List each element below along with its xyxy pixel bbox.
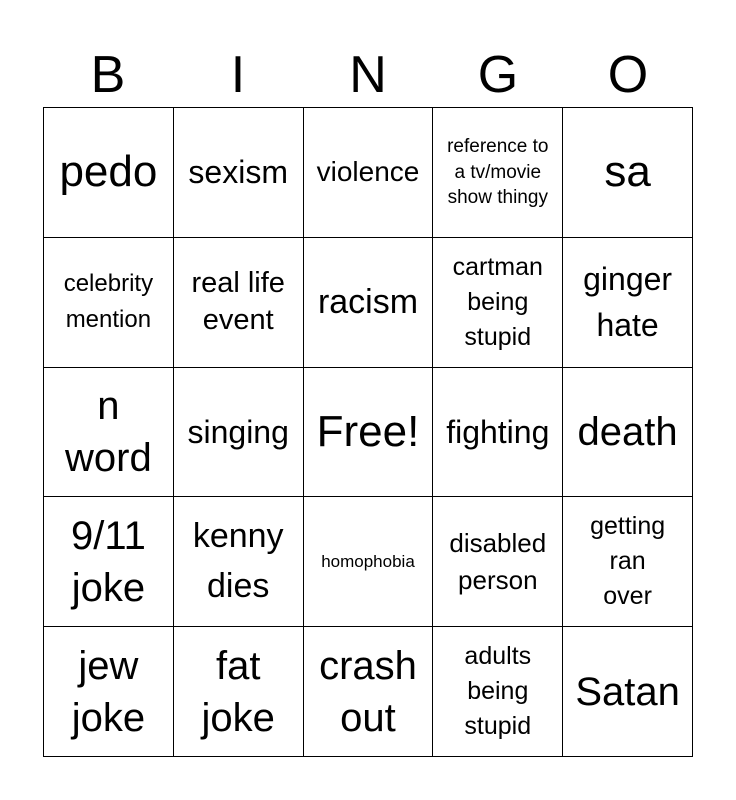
header-letter-n: N xyxy=(349,46,387,104)
bingo-cell[interactable] xyxy=(304,627,434,757)
bingo-header xyxy=(43,44,693,106)
cell-label: real life event xyxy=(191,266,285,337)
cell-label: getting ran over xyxy=(590,512,666,611)
bingo-cell[interactable] xyxy=(174,497,304,627)
cell-label: sa xyxy=(604,147,651,197)
header-letter-o: O xyxy=(607,46,649,104)
cell-label: cartman being stupid xyxy=(452,252,543,351)
bingo-cell[interactable] xyxy=(44,497,174,627)
bingo-cell[interactable] xyxy=(433,108,563,238)
cell-label: n word xyxy=(65,383,152,480)
cell-label: reference to a tv/movie show thingy xyxy=(447,135,549,209)
cell-label: Free! xyxy=(316,406,420,456)
bingo-cell[interactable] xyxy=(174,627,304,757)
header-letter-b: B xyxy=(90,46,126,104)
bingo-cell[interactable] xyxy=(563,497,693,627)
bingo-cell[interactable] xyxy=(174,368,304,498)
cell-label: sexism xyxy=(188,154,288,191)
cell-label: 9/11 joke xyxy=(70,513,146,610)
bingo-cell[interactable] xyxy=(563,108,693,238)
cell-label: death xyxy=(577,409,678,454)
header-letter-i: I xyxy=(230,46,246,104)
cell-label: homophobia xyxy=(321,551,415,571)
cell-label: adults being stupid xyxy=(464,642,532,741)
cell-label: singing xyxy=(187,413,289,450)
bingo-cell[interactable] xyxy=(304,368,434,498)
bingo-cell[interactable] xyxy=(304,108,434,238)
bingo-cell[interactable] xyxy=(304,238,434,368)
cell-label: racism xyxy=(317,282,419,321)
cell-label: kenny dies xyxy=(192,517,284,605)
bingo-cell[interactable] xyxy=(44,238,174,368)
bingo-cell[interactable] xyxy=(433,238,563,368)
bingo-cell[interactable] xyxy=(174,238,304,368)
cell-label: violence xyxy=(316,156,420,188)
cell-label: fat joke xyxy=(201,643,275,740)
cell-label: crash out xyxy=(319,643,417,740)
cell-label: fighting xyxy=(446,413,550,450)
cell-label: disabled person xyxy=(449,528,547,595)
bingo-cell[interactable] xyxy=(433,497,563,627)
bingo-cell[interactable] xyxy=(433,368,563,498)
bingo-cell[interactable] xyxy=(563,627,693,757)
bingo-cell[interactable] xyxy=(304,497,434,627)
bingo-board xyxy=(43,107,693,757)
bingo-cell[interactable] xyxy=(563,238,693,368)
bingo-cell[interactable] xyxy=(44,368,174,498)
header-letter-g: G xyxy=(477,46,519,104)
cell-label: pedo xyxy=(59,147,158,197)
bingo-cell[interactable] xyxy=(174,108,304,238)
bingo-cell[interactable] xyxy=(563,368,693,498)
cell-label: Satan xyxy=(575,669,680,714)
cell-label: ginger hate xyxy=(583,260,673,344)
bingo-cell[interactable] xyxy=(433,627,563,757)
cell-label: jew joke xyxy=(71,643,146,740)
cell-label: celebrity mention xyxy=(63,270,154,334)
bingo-cell[interactable] xyxy=(44,627,174,757)
bingo-cell[interactable] xyxy=(44,108,174,238)
